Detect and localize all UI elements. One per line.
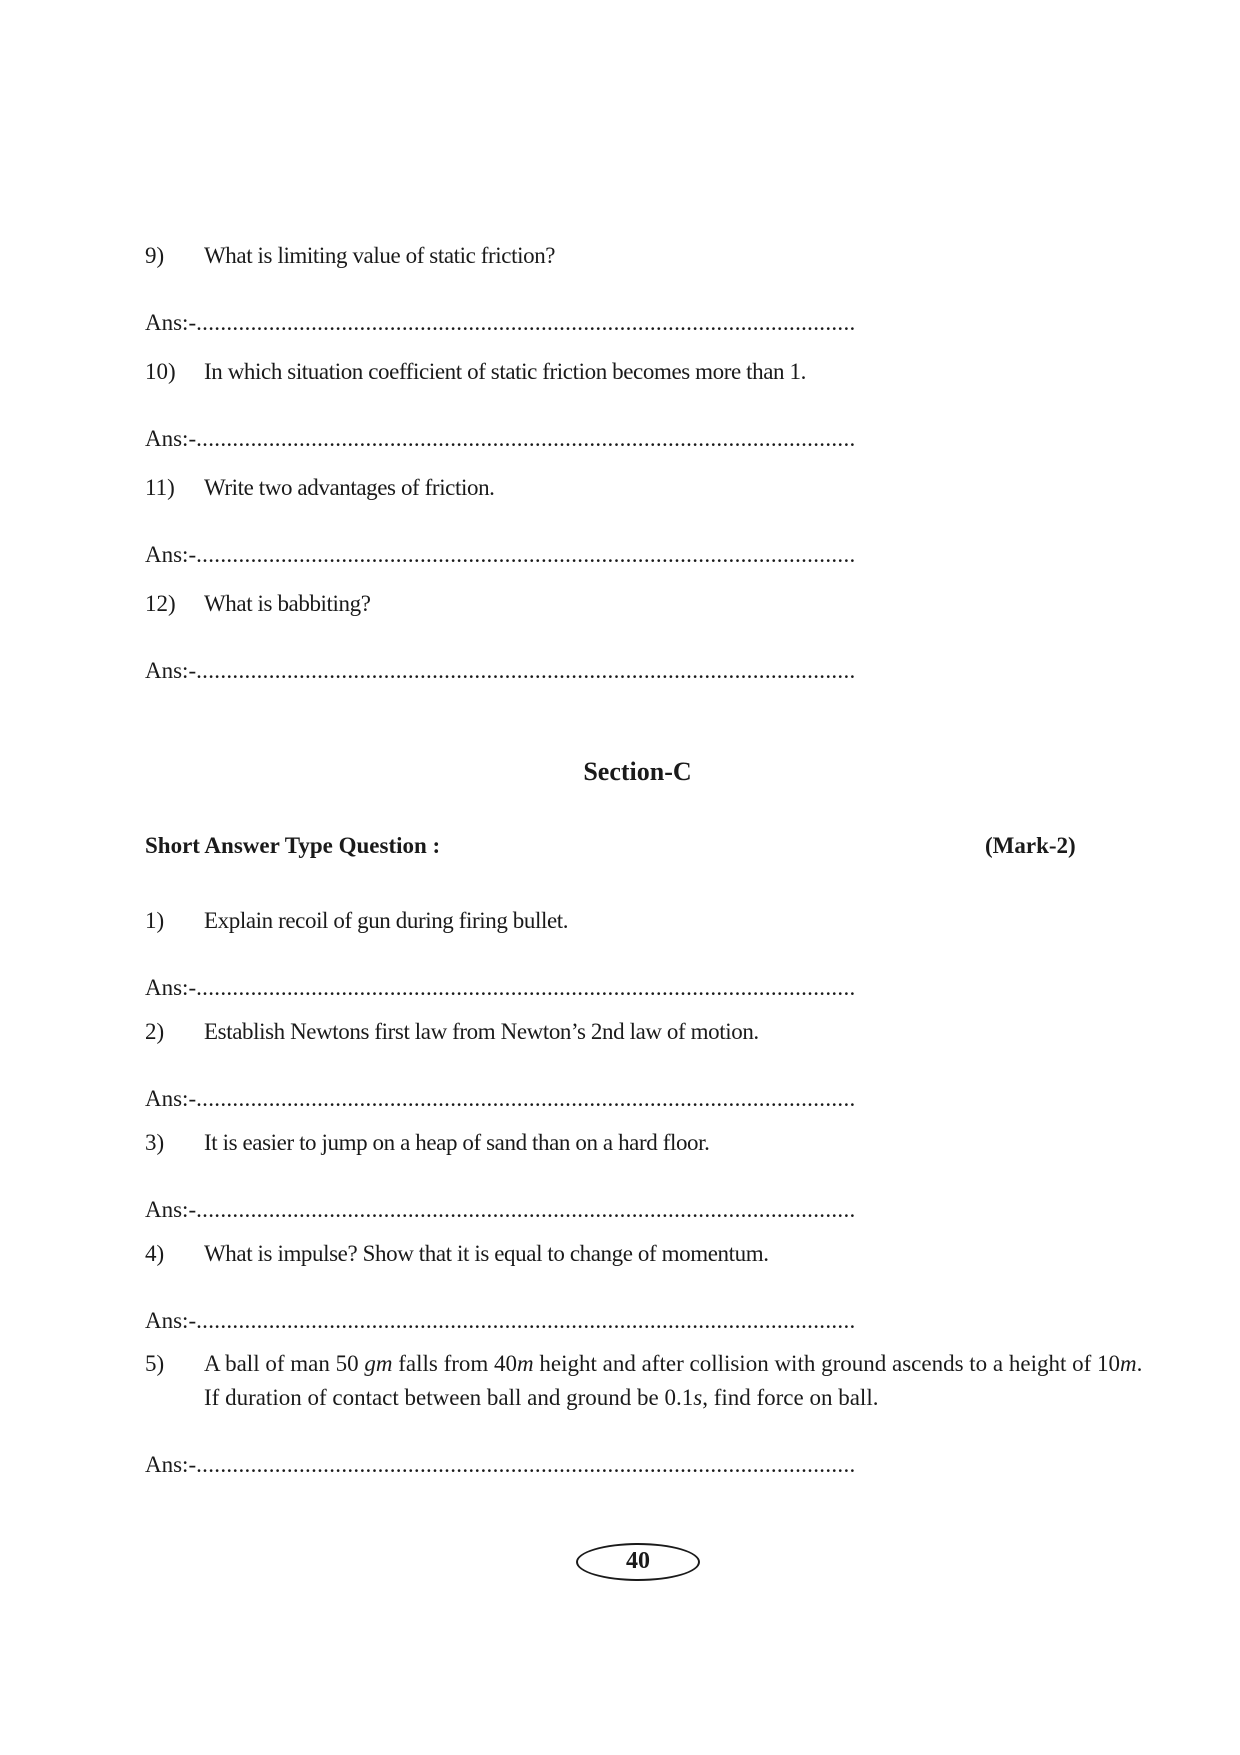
answer-line — [145, 1307, 885, 1335]
question-number: 12) — [145, 591, 176, 616]
answer-label: Ans:- — [145, 542, 197, 567]
answer-label: Ans:- — [145, 1086, 197, 1111]
question-number: 4) — [145, 1241, 165, 1266]
question-text: Establish Newtons first law from Newton’s 2nd law of motion. — [204, 1019, 759, 1044]
answer-line — [145, 309, 885, 337]
answer-dots: ............................................................................................................. — [196, 1452, 856, 1477]
question-number: 1) — [145, 908, 165, 933]
question-number: 10) — [145, 359, 176, 384]
question-text: Write two advantages of friction. — [204, 475, 495, 500]
answer-label: Ans:- — [145, 658, 197, 683]
answer-line — [145, 425, 885, 453]
question-text: A ball of man 50 gm falls from 40m height and after collision with ground ascends to a height of 10m. If duration of contact between ball and ground be 0.1s, find force on ball. — [204, 1351, 1143, 1410]
section-title: Section-C — [583, 757, 692, 786]
question-text: What is impulse? Show that it is equal to change of momentum. — [204, 1241, 769, 1266]
section-marks: (Mark-2) — [985, 833, 1076, 858]
page-number: 40 — [576, 1543, 700, 1581]
answer-dots: ............................................................................................................. — [196, 542, 856, 567]
answer-dots: ............................................................................................................. — [196, 1086, 856, 1111]
answer-label: Ans:- — [145, 426, 197, 451]
answer-dots: ............................................................................................................. — [196, 426, 856, 451]
answer-dots: ............................................................................................................. — [196, 1197, 856, 1222]
section-subheading: Short Answer Type Question : — [145, 833, 441, 858]
answer-label: Ans:- — [145, 975, 197, 1000]
answer-dots: ............................................................................................................. — [196, 310, 856, 335]
question-number: 5) — [145, 1351, 165, 1376]
answer-line — [145, 657, 885, 685]
answer-line — [145, 1451, 885, 1479]
answer-label: Ans:- — [145, 1197, 197, 1222]
question-text: It is easier to jump on a heap of sand than on a hard floor. — [204, 1130, 710, 1155]
answer-line — [145, 541, 885, 569]
question-text: What is babbiting? — [204, 591, 371, 616]
answer-line — [145, 974, 885, 1002]
question-number: 11) — [145, 475, 175, 500]
answer-dots: ............................................................................................................. — [196, 1308, 856, 1333]
answer-dots: ............................................................................................................. — [196, 975, 856, 1000]
answer-dots: ............................................................................................................. — [196, 658, 856, 683]
question-number: 2) — [145, 1019, 165, 1044]
answer-label: Ans:- — [145, 1308, 197, 1333]
question-number: 9) — [145, 243, 165, 268]
question-text: In which situation coefficient of static friction becomes more than 1. — [204, 359, 806, 384]
answer-label: Ans:- — [145, 310, 197, 335]
question-text: Explain recoil of gun during firing bullet. — [204, 908, 569, 933]
question-text: What is limiting value of static friction? — [204, 243, 556, 268]
answer-line — [145, 1085, 885, 1113]
answer-line — [145, 1196, 885, 1224]
answer-label: Ans:- — [145, 1452, 197, 1477]
question-number: 3) — [145, 1130, 165, 1155]
